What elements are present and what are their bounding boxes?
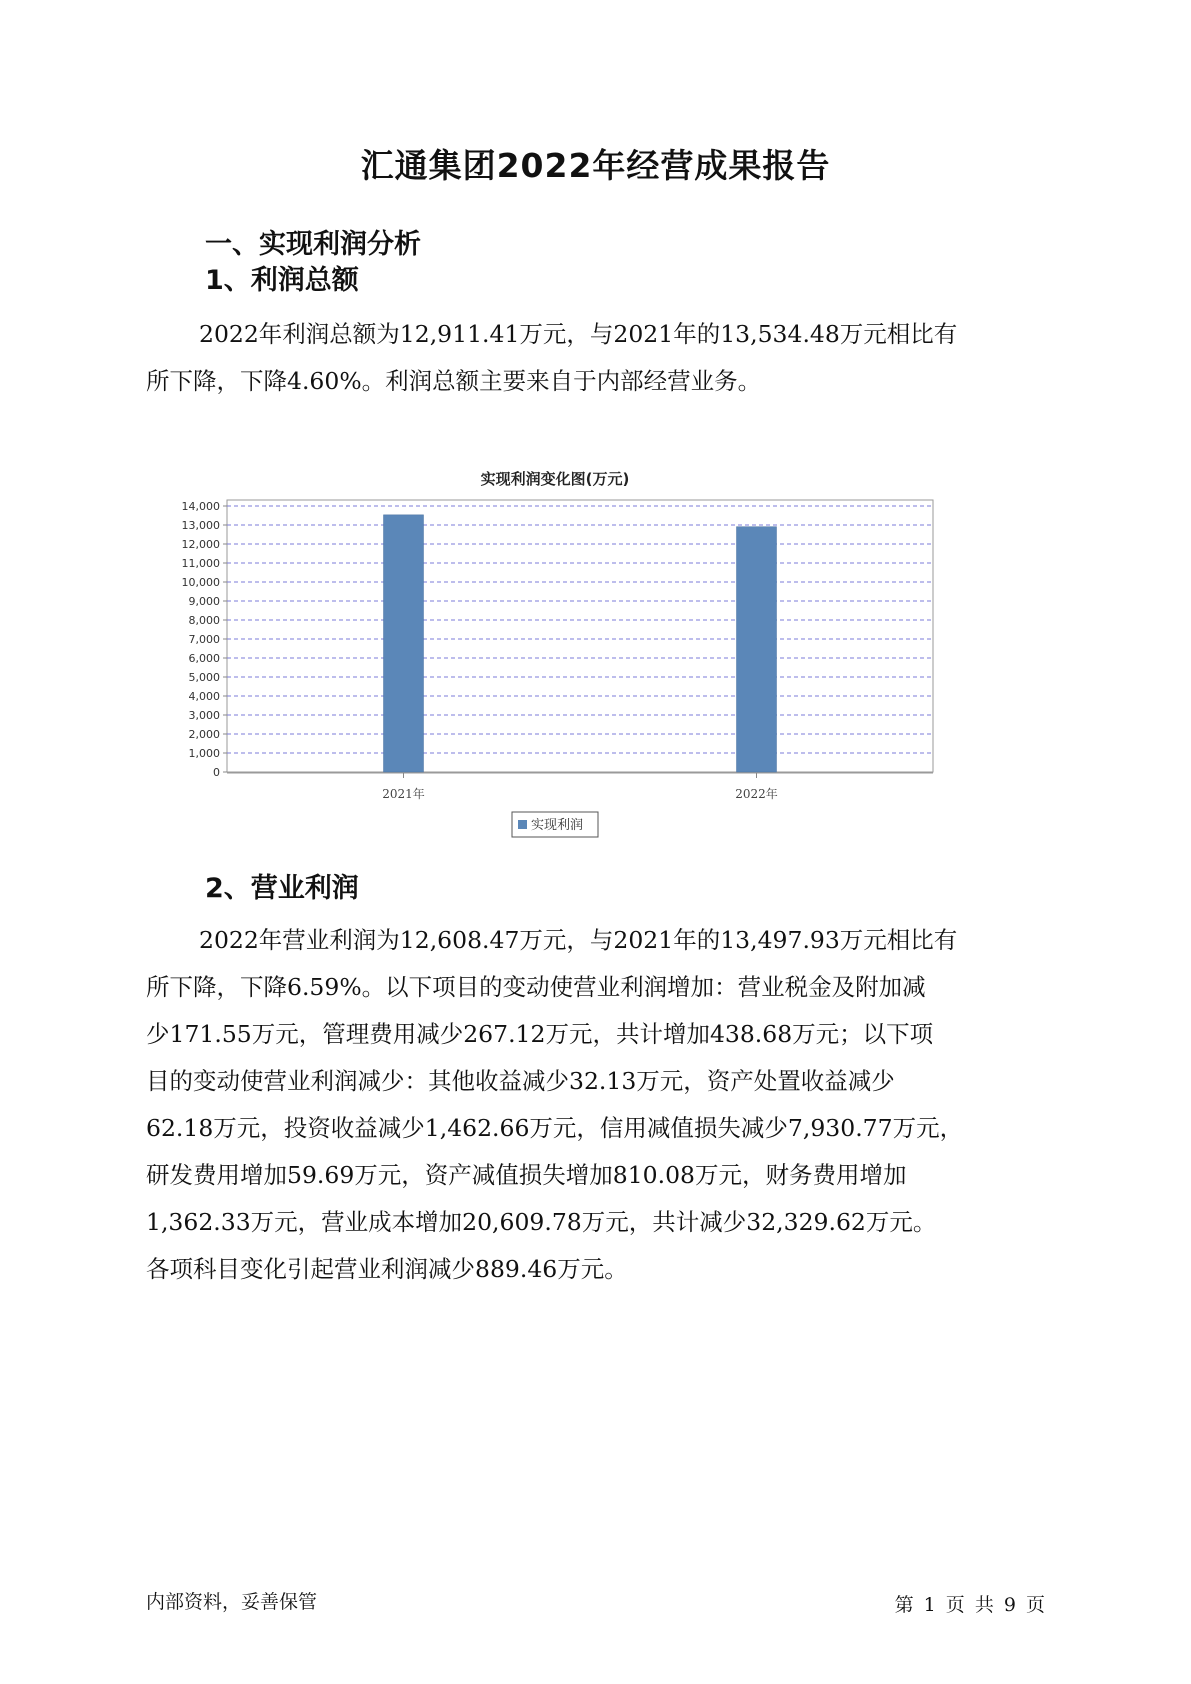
paragraph-line: 研发费用增加59.69万元，资产减值损失增加810.08万元，财务费用增加: [146, 1161, 907, 1189]
y-tick-label: 13,000: [181, 519, 220, 532]
paragraph-profit-total: [146, 311, 1046, 405]
paragraph-line: 所下降，下降4.60%。利润总额主要来自于内部经营业务。: [146, 367, 762, 395]
paragraph-line: 少171.55万元，管理费用减少267.12万元，共计增加438.68万元；以下项: [146, 1020, 934, 1048]
paragraph-line: 目的变动使营业利润减少：其他收益减少32.13万元，资产处置收益减少: [146, 1067, 895, 1095]
y-tick-label: 7,000: [188, 633, 220, 646]
paragraph-line: 各项科目变化引起营业利润减少889.46万元。: [146, 1255, 628, 1283]
paragraph-line: 2022年利润总额为12,911.41万元，与2021年的13,534.48万元相比有: [199, 320, 958, 348]
paragraph-operating-profit: [146, 917, 1046, 1293]
paragraph-line: 62.18万元，投资收益减少1,462.66万元，信用减值损失减少7,930.77万元，: [146, 1114, 964, 1142]
y-tick-label: 4,000: [188, 690, 220, 703]
chart-title: 实现利润变化图(万元): [480, 470, 630, 488]
footer-page-number: 第 1 页 共 9 页: [894, 1594, 1045, 1616]
y-tick-label: 14,000: [181, 500, 220, 513]
section-heading: 一、实现利润分析: [205, 229, 421, 260]
y-tick-label: 3,000: [188, 709, 220, 722]
profit-bar-chart: [150, 455, 1050, 915]
y-tick-label: 9,000: [188, 595, 220, 608]
y-tick-label: 1,000: [188, 747, 220, 760]
y-tick-label: 2,000: [188, 728, 220, 741]
bar: [384, 515, 424, 772]
y-tick-label: 11,000: [181, 557, 220, 570]
footer-confidential-note: 内部资料，妥善保管: [146, 1591, 318, 1613]
y-tick-label: 10,000: [181, 576, 220, 589]
paragraph-line: 2022年营业利润为12,608.47万元，与2021年的13,497.93万元相比有: [199, 926, 958, 954]
y-tick-label: 6,000: [188, 652, 220, 665]
profit-chart: [150, 455, 1050, 915]
subsection-heading-operating-profit: 2、营业利润: [205, 873, 359, 904]
y-tick-label: 0: [213, 766, 220, 779]
legend-label: 实现利润: [531, 818, 584, 833]
document-title: 汇通集团2022年经营成果报告: [360, 146, 831, 185]
y-tick-label: 12,000: [181, 538, 220, 551]
y-tick-label: 5,000: [188, 671, 220, 684]
x-tick-label: 2022年: [735, 787, 778, 801]
paragraph-line: 所下降，下降6.59%。以下项目的变动使营业利润增加：营业税金及附加减: [146, 973, 926, 1001]
bar: [737, 527, 777, 772]
legend-swatch: [518, 820, 527, 829]
plot-area: [227, 500, 933, 772]
x-tick-label: 2021年: [382, 787, 425, 801]
y-tick-label: 8,000: [188, 614, 220, 627]
subsection-heading-profit-total: 1、利润总额: [205, 265, 359, 296]
paragraph-line: 1,362.33万元，营业成本增加20,609.78万元，共计减少32,329.62万元。: [146, 1208, 937, 1236]
